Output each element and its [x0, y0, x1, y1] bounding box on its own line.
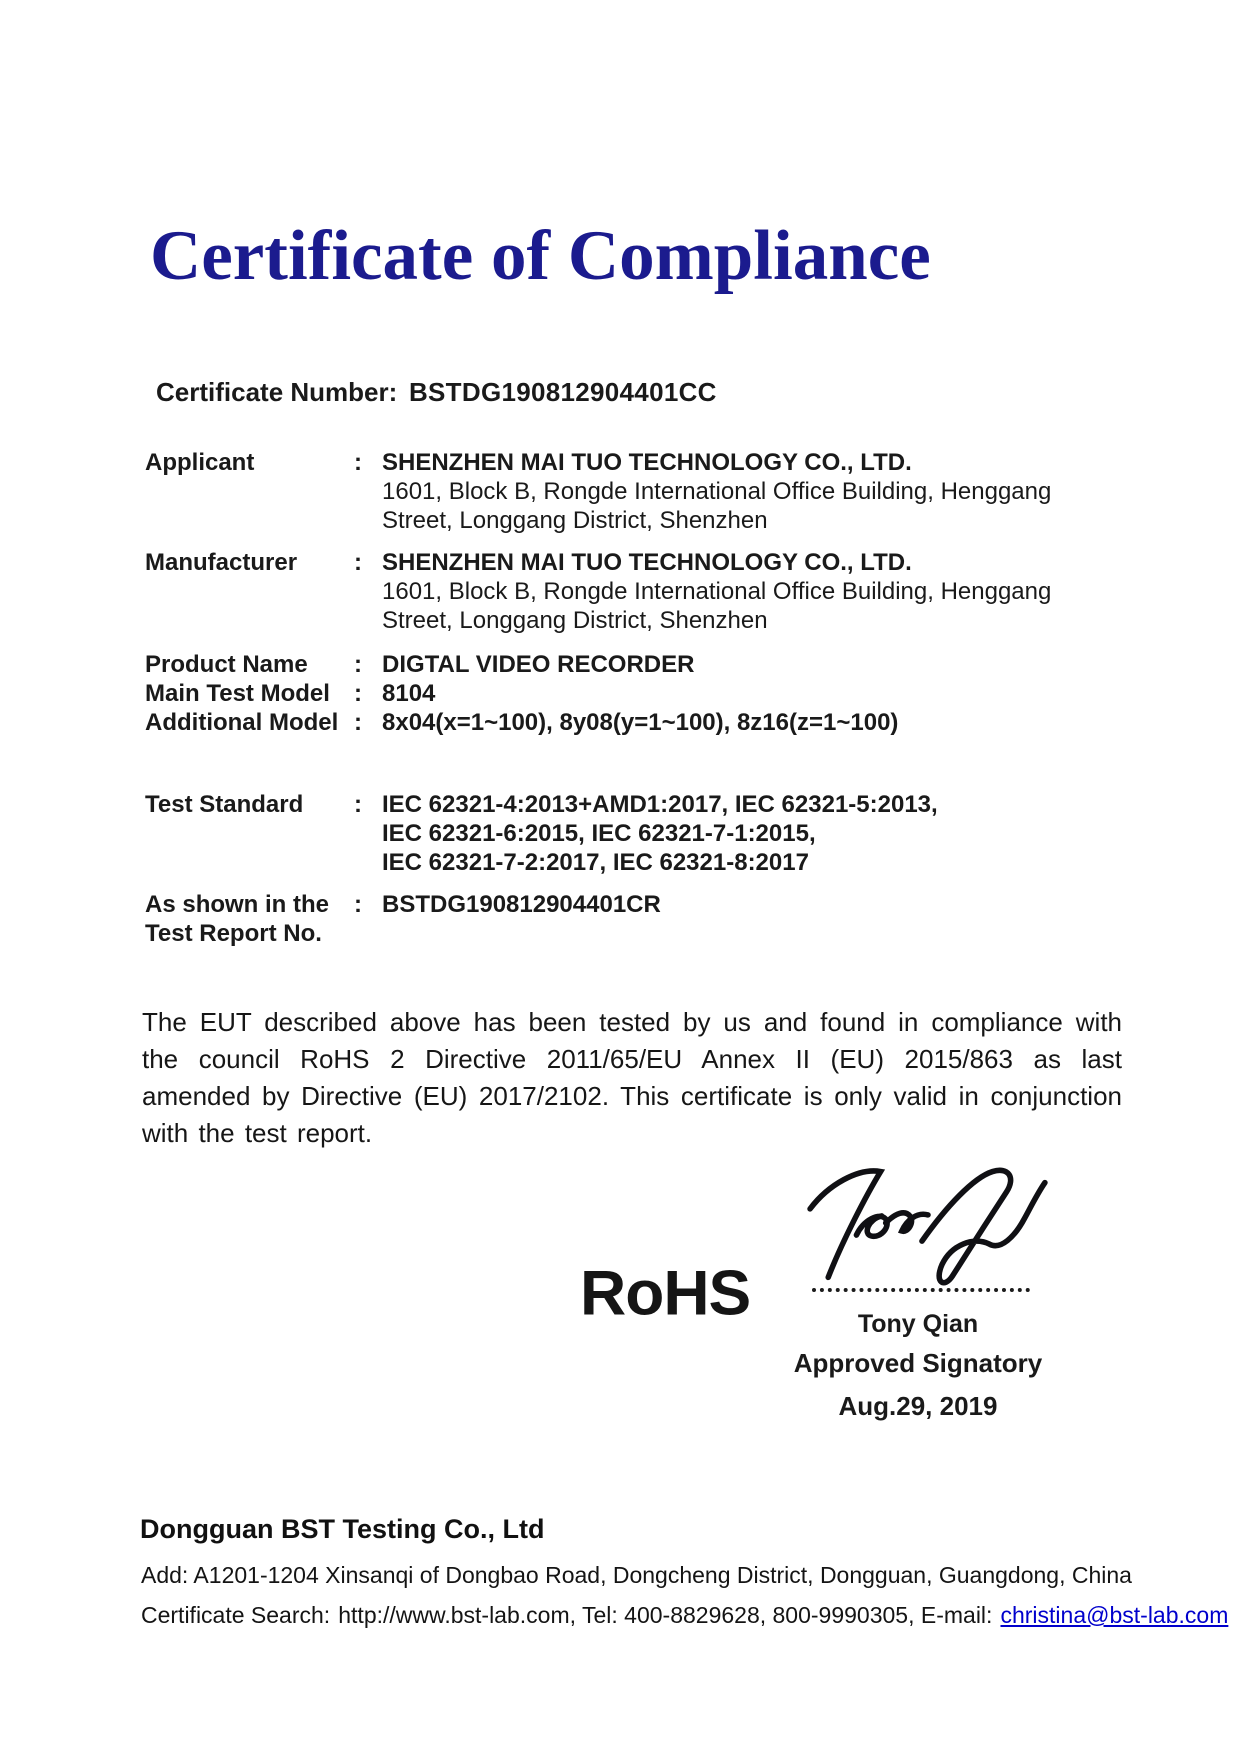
test-standard-line3: IEC 62321-7-2:2017, IEC 62321-8:2017	[382, 849, 809, 876]
manufacturer-value	[382, 548, 1122, 635]
lab-company-name: Dongguan BST Testing Co., Ltd	[140, 1514, 545, 1544]
test-standard-colon: :	[354, 791, 362, 818]
applicant-name: SHENZHEN MAI TUO TECHNOLOGY CO., LTD.	[382, 449, 912, 476]
applicant-colon: :	[354, 449, 362, 476]
applicant-address-line2: Street, Longgang District, Shenzhen	[382, 507, 768, 534]
main-test-model-value: 8104	[382, 680, 436, 707]
additional-model-label: Additional Model	[145, 709, 339, 736]
manufacturer-address-line2: Street, Longgang District, Shenzhen	[382, 607, 768, 634]
test-standard-label: Test Standard	[145, 791, 304, 818]
product-name-colon: :	[354, 651, 362, 678]
test-standard-line1: IEC 62321-4:2013+AMD1:2017, IEC 62321-5:2013,	[382, 791, 938, 818]
test-standard-line2: IEC 62321-6:2015, IEC 62321-7-1:2015,	[382, 820, 816, 847]
compliance-statement: The EUT described above has been tested by us and found in compliance with the council RoHS 2 Directive 2011/65/EU Annex II (EU) 2015/863 as last amended by Directive (EU) 2017/2102. This certificate is only valid in conjunction with the test report.	[142, 1007, 1122, 1148]
product-name-value: DIGTAL VIDEO RECORDER	[382, 651, 695, 678]
additional-model-value: 8x04(x=1~100), 8y08(y=1~100), 8z16(z=1~100)	[382, 709, 899, 736]
certificate-number-row	[156, 377, 717, 408]
signature-image	[802, 1162, 1054, 1292]
certificate-number-label: Certificate Number:	[156, 377, 398, 407]
email-link[interactable]: christina@bst-lab.com	[1000, 1602, 1229, 1628]
applicant-address-line1: 1601, Block B, Rongde International Office Building, Henggang	[382, 478, 1052, 505]
certificate-search-contact: http://www.bst-lab.com, Tel: 400-8829628, 800-9990305, E-mail:	[338, 1602, 993, 1628]
signatory-name: Tony Qian	[857, 1310, 979, 1338]
certificate-search-line	[141, 1602, 1228, 1629]
test-report-label-line1: As shown in the	[145, 891, 330, 918]
signatory-role: Approved Signatory	[793, 1348, 1043, 1378]
page-title: Certificate of Compliance	[150, 217, 931, 295]
lab-address: Add: A1201-1204 Xinsanqi of Dongbao Road, Dongcheng District, Dongguan, Guangdong, China	[141, 1562, 1132, 1588]
signature-date: Aug.29, 2019	[838, 1391, 998, 1421]
applicant-label: Applicant	[145, 449, 255, 476]
test-report-value: BSTDG190812904401CR	[382, 891, 661, 918]
additional-model-colon: :	[354, 709, 362, 736]
test-standard-value	[382, 790, 1122, 877]
manufacturer-colon: :	[354, 549, 362, 576]
test-report-colon: :	[354, 891, 362, 918]
test-report-label-line2: Test Report No.	[145, 920, 322, 947]
main-test-model-label: Main Test Model	[145, 680, 330, 707]
applicant-value	[382, 448, 1122, 535]
test-report-label	[145, 890, 345, 948]
signatory-block	[768, 1310, 1068, 1422]
manufacturer-address-line1: 1601, Block B, Rongde International Office Building, Henggang	[382, 578, 1052, 605]
main-test-model-colon: :	[354, 680, 362, 707]
product-name-label: Product Name	[145, 651, 308, 678]
certificate-number-value: BSTDG190812904401CC	[408, 377, 717, 407]
manufacturer-label: Manufacturer	[145, 549, 298, 576]
manufacturer-name: SHENZHEN MAI TUO TECHNOLOGY CO., LTD.	[382, 549, 912, 576]
rohs-logo: RoHS	[580, 1257, 751, 1329]
signature-line	[812, 1278, 1030, 1292]
certificate-search-label: Certificate Search:	[141, 1602, 331, 1628]
